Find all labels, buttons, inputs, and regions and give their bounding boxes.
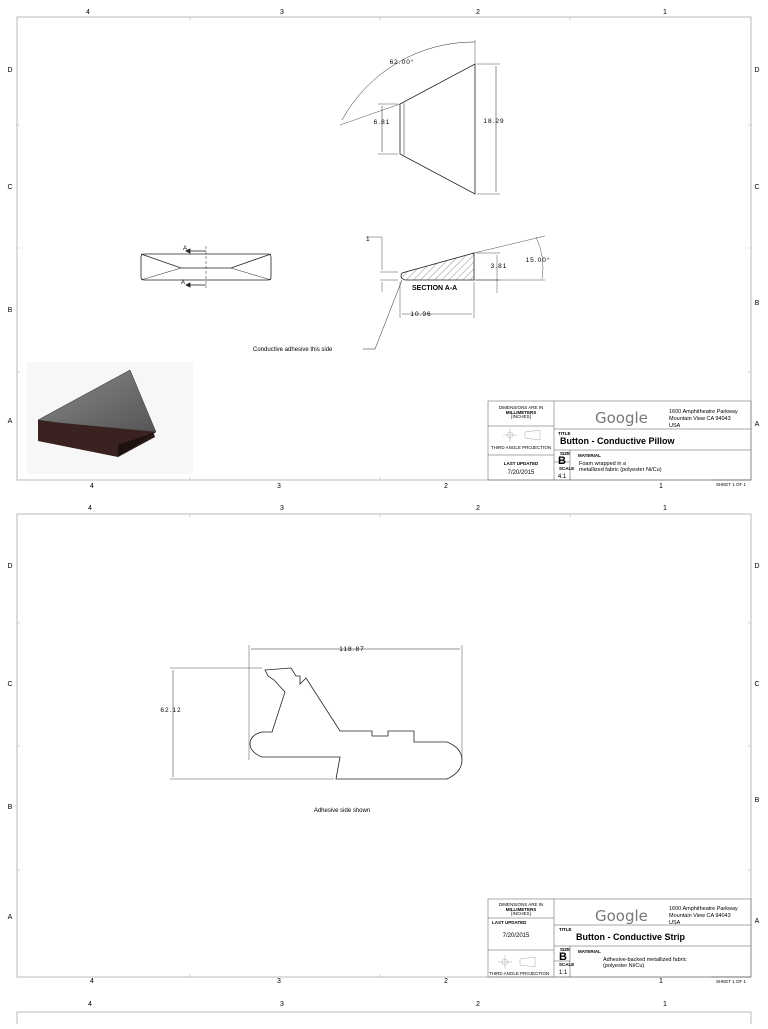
address-line-3-s2: USA — [669, 920, 681, 926]
zone-row-b: B — [7, 307, 13, 314]
zone2-row-d-right: D — [754, 563, 760, 570]
zone-row-c: C — [7, 184, 13, 191]
dim-angle-62: 62.00° — [389, 59, 415, 66]
address-line-1-s2: 1600 Amphitheatre Parkway — [669, 906, 738, 912]
section-view — [366, 236, 545, 318]
last-updated-value-s2: 7/20/2015 — [502, 933, 530, 939]
size-value-s2: B — [559, 951, 567, 963]
sheet-number-s2: SHEET 1 OF 1 — [716, 979, 746, 984]
dim-section-width: 10.96 — [410, 311, 432, 318]
title-label-s2: TITLE — [559, 927, 572, 932]
section-marker-top: A — [183, 246, 188, 252]
section-marker-bottom: A — [181, 280, 186, 286]
zone2-row-d: D — [7, 563, 13, 570]
material-line-2-s2: (polyester Ni/Cu) — [603, 963, 645, 969]
zone2-row-b: B — [7, 804, 13, 811]
zone2-col-1-bottom: 1 — [659, 978, 663, 985]
dim-height-6-81: 6.81 — [373, 119, 391, 126]
scale-label-s2: SCALE — [559, 962, 575, 967]
sheet-number: SHEET 1 OF 1 — [716, 482, 746, 487]
company-logo: Google — [595, 409, 648, 427]
zone2-row-c: C — [7, 681, 13, 688]
dim-section-angle: 15.00° — [525, 257, 551, 264]
company-logo-s2: Google — [595, 907, 648, 925]
adhesive-leader — [363, 280, 402, 349]
zone-col-2-bottom: 2 — [444, 483, 448, 490]
scale-label: SCALE — [559, 466, 575, 471]
zone2-col-3: 3 — [280, 505, 284, 512]
last-updated-value: 7/20/2015 — [507, 470, 535, 476]
top-view-outline — [400, 64, 475, 194]
zone3-col-4: 4 — [88, 1001, 92, 1008]
zone2-row-a-right: A — [754, 918, 760, 925]
zone3-col-1: 1 — [663, 1001, 667, 1008]
address-line-2: Mountain View CA 94043 — [669, 416, 731, 422]
zone-col-4-bottom: 4 — [90, 483, 94, 490]
zone-col-4: 4 — [86, 9, 90, 16]
projection-label-s2: THIRD ANGLE PROJECTION — [488, 971, 550, 976]
strip-view — [170, 645, 462, 779]
zone2-col-4-bottom: 4 — [90, 978, 94, 985]
size-value: B — [558, 455, 566, 467]
zone2-col-4: 4 — [88, 505, 92, 512]
dim-section-height-1: 1 — [366, 236, 371, 243]
zone-col-3: 3 — [280, 9, 284, 16]
dims-note-2-s2: MILLIMETERS — [505, 907, 537, 912]
zone-col-2: 2 — [476, 9, 480, 16]
zone-row-c-right: C — [754, 184, 760, 191]
section-profile — [401, 253, 474, 280]
dim-strip-height: 62.12 — [160, 707, 182, 714]
zone-col-1-bottom: 1 — [659, 483, 663, 490]
material-line-2: metallized fabric (polyester Ni/Cu) — [579, 467, 662, 473]
zone2-col-3-bottom: 3 — [277, 978, 281, 985]
zone2-row-a: A — [7, 914, 13, 921]
dims-note-1: DIMENSIONS ARE IN — [498, 405, 544, 410]
address-line-2-s2: Mountain View CA 94043 — [669, 913, 731, 919]
zone-row-b-right: B — [754, 300, 760, 307]
zone2-col-2-bottom: 2 — [444, 978, 448, 985]
projection-label: THIRD ANGLE PROJECTION — [490, 445, 552, 450]
material-line-1-s2: Adhesive-backed metallized fabric — [603, 957, 687, 963]
zone3-col-2: 2 — [476, 1001, 480, 1008]
material-line-1: Foam wrapped in a — [579, 461, 627, 467]
strip-outline — [250, 668, 462, 779]
zone-col-1: 1 — [663, 9, 667, 16]
dim-height-18-29: 18.29 — [483, 118, 505, 125]
zone2-col-1: 1 — [663, 505, 667, 512]
scale-value: 4:1 — [557, 474, 567, 480]
size-label: SIZE — [560, 451, 571, 456]
sheet-2 — [7, 505, 759, 985]
dim-section-thickness: 3.81 — [490, 263, 508, 270]
dim-strip-width: 118.87 — [339, 646, 365, 653]
zone2-row-b-right: B — [754, 797, 760, 804]
section-label: SECTION A-A — [412, 285, 458, 292]
drawing-title-s2: Button - Conductive Strip — [576, 932, 685, 942]
adhesive-note: Adhesive side shown — [313, 808, 371, 814]
front-view — [141, 246, 271, 288]
scale-value-s2: 1:1 — [558, 970, 568, 976]
dims-note-1-s2: DIMENSIONS ARE IN — [498, 902, 544, 907]
sheet-3-partial — [17, 1001, 751, 1024]
dims-note-3-s2: [INCHES] — [511, 911, 531, 916]
zone2-row-c-right: C — [754, 681, 760, 688]
sheet-1 — [7, 9, 759, 490]
dims-note-2: MILLIMETERS — [505, 410, 537, 415]
dims-note-3: [INCHES] — [511, 414, 531, 419]
isometric-render — [27, 362, 193, 474]
drawing-title: Button - Conductive Pillow — [560, 436, 675, 446]
zone-row-d-right: D — [754, 67, 760, 74]
adhesive-callout: Conductive adhesive this side — [253, 347, 333, 353]
size-label-s2: SIZE — [560, 947, 571, 952]
zone2-col-2: 2 — [476, 505, 480, 512]
zone-row-a-right: A — [754, 421, 760, 428]
material-label: MATERIAL — [578, 453, 601, 458]
top-view — [340, 40, 500, 194]
zone-row-d: D — [7, 67, 13, 74]
sheet-border-3 — [17, 1012, 751, 1024]
address-line-3: USA — [669, 423, 681, 429]
zone3-col-3: 3 — [280, 1001, 284, 1008]
material-label-s2: MATERIAL — [578, 949, 601, 954]
zone-row-a: A — [7, 418, 13, 425]
last-updated-label: LAST UPDATED — [503, 461, 539, 466]
title-label: TITLE — [558, 431, 571, 436]
zone-col-3-bottom: 3 — [277, 483, 281, 490]
last-updated-label-s2: LAST UPDATED — [492, 920, 527, 925]
address-line-1: 1600 Amphitheatre Parkway — [669, 409, 738, 415]
